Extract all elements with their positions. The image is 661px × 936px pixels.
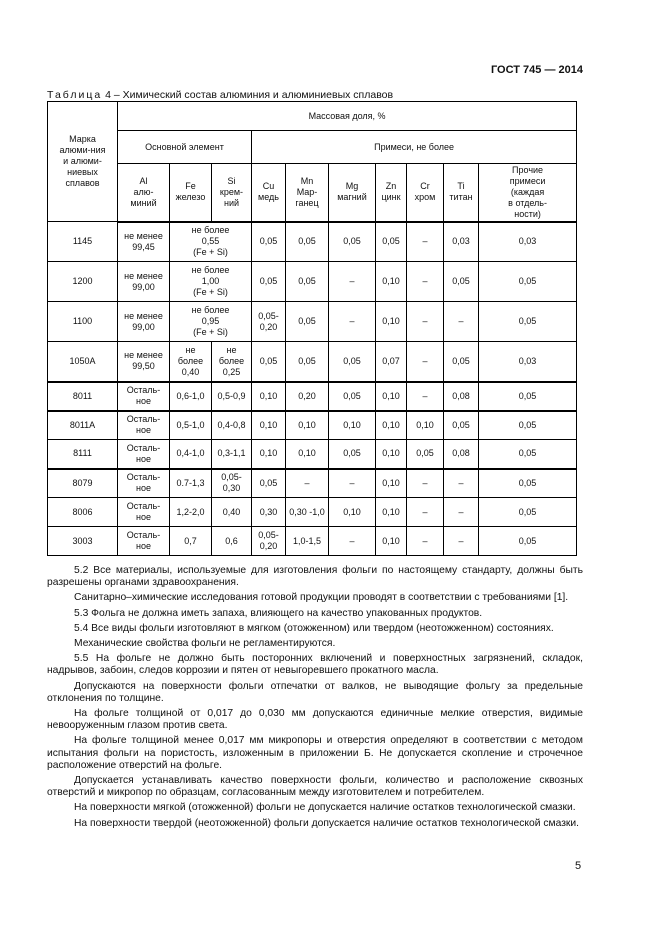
value-cell: 0,10 bbox=[376, 262, 407, 302]
value-cell: Осталь- ное bbox=[118, 382, 170, 411]
value-cell: – bbox=[444, 302, 479, 342]
value-cell: Осталь- ное bbox=[118, 411, 170, 440]
table-row bbox=[48, 382, 577, 411]
value-cell: 0,10 bbox=[252, 382, 286, 411]
paragraph: 5.2 Все материалы, используемые для изготовления фольги по настоящему стандарту, должны быть разрешены органами здравоохранения. bbox=[47, 565, 583, 589]
value-cell: 0,10 bbox=[286, 440, 329, 469]
value-cell: – bbox=[407, 222, 444, 262]
value-cell: 0,10 bbox=[376, 302, 407, 342]
value-cell: 0,10 bbox=[376, 469, 407, 498]
value-cell: – bbox=[407, 382, 444, 411]
value-cell: 0,5-0,9 bbox=[212, 382, 252, 411]
value-cell: – bbox=[444, 527, 479, 556]
paragraph: На поверхности мягкой (отожженной) фольги не допускается наличие остатков технологической смазки. bbox=[74, 802, 576, 814]
value-cell: 0,4-0,8 bbox=[212, 411, 252, 440]
paragraph: 5.3 Фольга не должна иметь запаха, влияющего на качество упакованных продуктов. bbox=[74, 607, 483, 619]
table-row bbox=[48, 527, 577, 556]
value-cell: 0,05 bbox=[252, 262, 286, 302]
grade-cell: 1200 bbox=[48, 262, 118, 302]
fe-si-cell: не более 0,55 (Fe + Si) bbox=[170, 222, 252, 262]
paragraph: На фольге толщиной менее 0,017 мм микропоры и отверстия определяют в соответствии с методом испытания фольги на пористость, изложенным в приложении Б. Не допускается скопление и строчечное расположение отверстий на фольге. bbox=[47, 735, 583, 771]
table-caption-title: 4 – Химический состав алюминия и алюминиевых сплавов bbox=[105, 89, 394, 101]
header-col-cr: Cr хром bbox=[407, 164, 444, 222]
value-cell: – bbox=[444, 469, 479, 498]
value-cell: 0,03 bbox=[444, 222, 479, 262]
table-row bbox=[48, 302, 577, 342]
value-cell: 0,05 bbox=[286, 262, 329, 302]
grade-cell: 1100 bbox=[48, 302, 118, 342]
table-caption bbox=[47, 89, 393, 101]
value-cell: 0,30 bbox=[252, 498, 286, 527]
value-cell: 0,05 bbox=[479, 527, 577, 556]
table-row bbox=[48, 342, 577, 382]
value-cell: 0,07 bbox=[376, 342, 407, 382]
value-cell: 0,05 bbox=[479, 382, 577, 411]
grade-cell: 8079 bbox=[48, 469, 118, 498]
al-cell: не менее 99,00 bbox=[118, 302, 170, 342]
paragraph: Допускается устанавливать качество поверхности фольги, количество и расположение сквозных отверстий и микропор по образцам, согласованным между изготовителем и потребителем. bbox=[47, 775, 583, 799]
value-cell: 0,10 bbox=[407, 411, 444, 440]
header-col-cu: Cu медь bbox=[252, 164, 286, 222]
value-cell: 0,05 bbox=[407, 440, 444, 469]
paragraph: Допускаются на поверхности фольги отпечатки от валков, не выводящие фольгу за предельные отклонения по толщине. bbox=[47, 680, 583, 704]
value-cell: 0,05 bbox=[329, 342, 376, 382]
header-col-si: Si крем- ний bbox=[212, 164, 252, 222]
value-cell: 0,4-1,0 bbox=[170, 440, 212, 469]
paragraph: Санитарно–химические исследования готовой продукции проводят в соответствии с требованиями [1]. bbox=[74, 592, 569, 604]
value-cell: 0.7-1,3 bbox=[170, 469, 212, 498]
header-col-zn: Zn цинк bbox=[376, 164, 407, 222]
value-cell: 0,03 bbox=[479, 222, 577, 262]
fe-si-cell: не более 1,00 (Fe + Si) bbox=[170, 262, 252, 302]
fe-si-cell: не более 0,95 (Fe + Si) bbox=[170, 302, 252, 342]
value-cell: 0,08 bbox=[444, 382, 479, 411]
paragraph: На поверхности твердой (неотожженной) фольги допускается наличие остатков технологической смазки. bbox=[74, 817, 580, 829]
value-cell: 0,05 bbox=[329, 440, 376, 469]
value-cell: – bbox=[407, 342, 444, 382]
value-cell: 0,05 bbox=[329, 222, 376, 262]
value-cell: 0,20 bbox=[286, 382, 329, 411]
value-cell: 0,05 bbox=[286, 302, 329, 342]
table-caption-word: Таблица bbox=[47, 89, 103, 101]
table-row bbox=[48, 411, 577, 440]
paragraph: На фольге толщиной от 0,017 до 0,030 мм допускаются единичные мелкие отверстия, видимые невооруженным глазом против света. bbox=[47, 708, 583, 732]
value-cell: 0,05 bbox=[376, 222, 407, 262]
table-row bbox=[48, 262, 577, 302]
header-mass-fraction: Массовая доля, % bbox=[118, 102, 577, 131]
value-cell: 0,6 bbox=[212, 527, 252, 556]
grade-cell: 8011 bbox=[48, 382, 118, 411]
grade-cell: 3003 bbox=[48, 527, 118, 556]
value-cell: 0,05 bbox=[252, 469, 286, 498]
table-row bbox=[48, 498, 577, 527]
value-cell: 0,05 bbox=[252, 222, 286, 262]
value-cell: 0,05 bbox=[444, 262, 479, 302]
value-cell: 0,05- 0,20 bbox=[252, 302, 286, 342]
value-cell: 0,30 -1,0 bbox=[286, 498, 329, 527]
header-grade: Марка алюми-ния и алюми- ниевых сплавов bbox=[48, 102, 118, 222]
value-cell: 0,10 bbox=[376, 440, 407, 469]
grade-cell: 1145 bbox=[48, 222, 118, 262]
value-cell: 0,08 bbox=[444, 440, 479, 469]
header-col-fe: Fe железо bbox=[170, 164, 212, 222]
value-cell: 0,05 bbox=[444, 342, 479, 382]
value-cell: 0,05 bbox=[444, 411, 479, 440]
value-cell: 0,05 bbox=[479, 302, 577, 342]
body-text bbox=[47, 565, 583, 833]
header-col-ti: Ti титан bbox=[444, 164, 479, 222]
value-cell: – bbox=[329, 302, 376, 342]
value-cell: – bbox=[329, 469, 376, 498]
grade-cell: 8011А bbox=[48, 411, 118, 440]
value-cell: – bbox=[407, 498, 444, 527]
value-cell: 0,10 bbox=[329, 498, 376, 527]
value-cell: 0,7 bbox=[170, 527, 212, 556]
value-cell: 0,10 bbox=[252, 440, 286, 469]
value-cell: 0,10 bbox=[376, 382, 407, 411]
value-cell: – bbox=[407, 262, 444, 302]
paragraph: Механические свойства фольги не регламентируются. bbox=[74, 638, 336, 650]
value-cell: 0,05 bbox=[252, 342, 286, 382]
value-cell: 0,05- 0,20 bbox=[252, 527, 286, 556]
header-base-element: Основной элемент bbox=[118, 131, 252, 164]
value-cell: 0,10 bbox=[329, 411, 376, 440]
standard-number: ГОСТ 745 — 2014 bbox=[490, 64, 583, 76]
value-cell: 0,05 bbox=[479, 498, 577, 527]
value-cell: – bbox=[329, 527, 376, 556]
si-cell: не более 0,25 bbox=[212, 342, 252, 382]
header-impurities: Примеси, не более bbox=[252, 131, 577, 164]
value-cell: 1,0-1,5 bbox=[286, 527, 329, 556]
table-row bbox=[48, 469, 577, 498]
value-cell: 0,10 bbox=[376, 527, 407, 556]
chemical-composition-table bbox=[47, 101, 577, 556]
value-cell: – bbox=[407, 527, 444, 556]
value-cell: 0,03 bbox=[479, 342, 577, 382]
value-cell: 0,6-1,0 bbox=[170, 382, 212, 411]
value-cell: Осталь- ное bbox=[118, 469, 170, 498]
value-cell: Осталь- ное bbox=[118, 527, 170, 556]
paragraph: 5.5 На фольге не должно быть посторонних включений и поверхностных загрязнений, складок, надрывов, забоин, следов коррозии и пятен от невыгоревшего прокатного масла. bbox=[47, 653, 583, 677]
al-cell: не менее 99,45 bbox=[118, 222, 170, 262]
grade-cell: 8006 bbox=[48, 498, 118, 527]
value-cell: 0,05 bbox=[329, 382, 376, 411]
value-cell: – bbox=[329, 262, 376, 302]
value-cell: 0,10 bbox=[376, 411, 407, 440]
value-cell: 0,05 bbox=[479, 469, 577, 498]
value-cell: Осталь- ное bbox=[118, 498, 170, 527]
paragraph: 5.4 Все виды фольги изготовляют в мягком (отожженном) или твердом (неотожженном) состояниях. bbox=[74, 622, 554, 634]
header-col-mg: Mg магний bbox=[329, 164, 376, 222]
value-cell: – bbox=[407, 469, 444, 498]
page-number: 5 bbox=[575, 860, 582, 872]
header-col-al: Al алю- миний bbox=[118, 164, 170, 222]
value-cell: 0,05 bbox=[479, 440, 577, 469]
table-row bbox=[48, 440, 577, 469]
header-col-mn: Mn Мар- ганец bbox=[286, 164, 329, 222]
value-cell: 0,10 bbox=[252, 411, 286, 440]
value-cell: 0,10 bbox=[376, 498, 407, 527]
grade-cell: 8111 bbox=[48, 440, 118, 469]
value-cell: 0,05- 0,30 bbox=[212, 469, 252, 498]
value-cell: Осталь- ное bbox=[118, 440, 170, 469]
value-cell: 0,05 bbox=[479, 262, 577, 302]
value-cell: 0,40 bbox=[212, 498, 252, 527]
value-cell: 1,2-2,0 bbox=[170, 498, 212, 527]
value-cell: 0,10 bbox=[286, 411, 329, 440]
value-cell: 0,5-1,0 bbox=[170, 411, 212, 440]
fe-cell: не более 0,40 bbox=[170, 342, 212, 382]
al-cell: не менее 99,50 bbox=[118, 342, 170, 382]
value-cell: 0,3-1,1 bbox=[212, 440, 252, 469]
value-cell: – bbox=[444, 498, 479, 527]
value-cell: 0,05 bbox=[479, 411, 577, 440]
value-cell: 0,05 bbox=[286, 222, 329, 262]
table-body bbox=[48, 102, 577, 556]
grade-cell: 1050A bbox=[48, 342, 118, 382]
value-cell: 0,05 bbox=[286, 342, 329, 382]
value-cell: – bbox=[407, 302, 444, 342]
al-cell: не менее 99,00 bbox=[118, 262, 170, 302]
table-row bbox=[48, 222, 577, 262]
value-cell: – bbox=[286, 469, 329, 498]
header-col-other: Прочие примеси (каждая в отдель- ности) bbox=[479, 164, 577, 222]
